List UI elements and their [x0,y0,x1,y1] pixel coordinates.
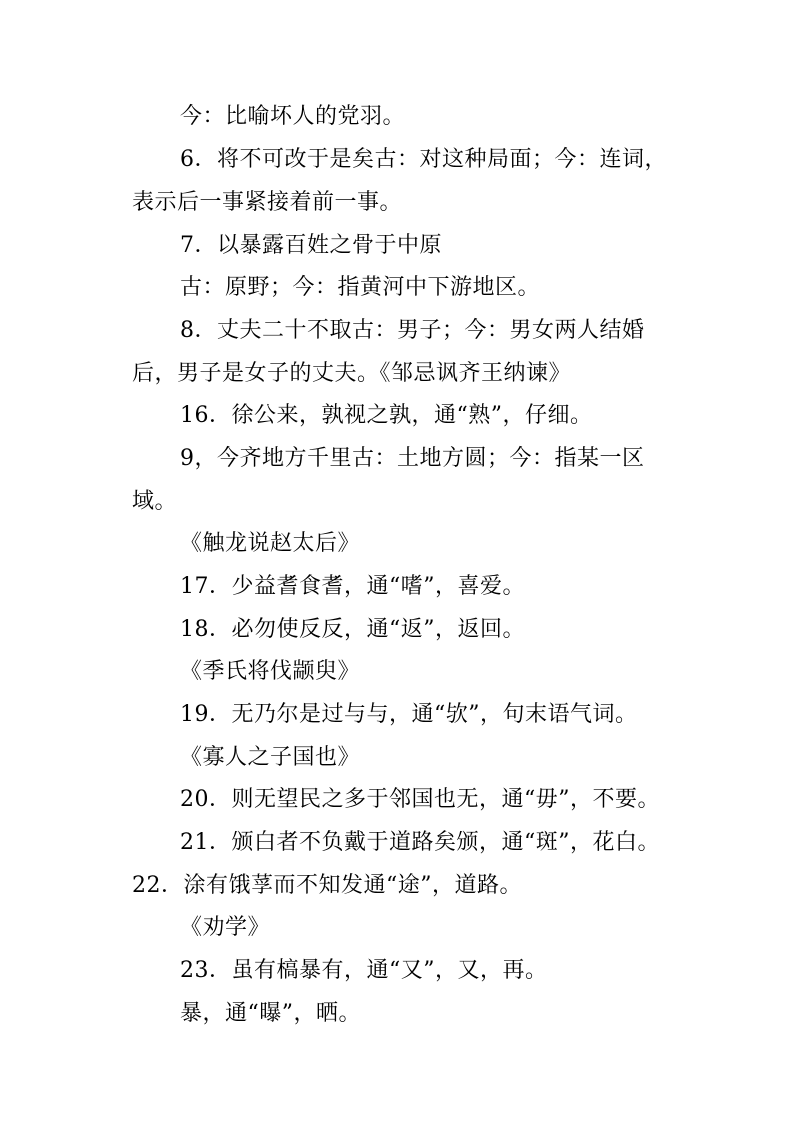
text-line-5: 古：原野；今：指黄河中下游地区。 [180,275,541,300]
text-line-22: 暴，通“曝”，晒。 [180,1001,361,1026]
text-line-11: 《触龙说赵太后》 [180,531,361,556]
text-line-2: 6．将不可改于是矣古：对这种局面；今：连词， [180,147,667,172]
text-line-9: 9，今齐地方千里古：土地方圆；今：指某一区 [180,446,645,471]
text-line-20: 《劝学》 [180,915,271,940]
text-line-8: 16．徐公来，孰视之孰，通“熟”，仔细。 [180,403,593,428]
text-line-1: 今：比喻坏人的党羽。 [180,104,406,129]
text-line-19: 22．涂有饿莩而不知发通“途”，道路。 [132,873,522,898]
text-line-15: 19．无乃尔是过与与，通“欤”，句末语气词。 [180,702,638,727]
text-line-21: 23．虽有槁暴有，通“又”，又，再。 [180,958,548,983]
text-line-16: 《寡人之子国也》 [180,745,361,770]
text-line-14: 《季氏将伐颛臾》 [180,659,361,684]
text-line-10: 域。 [132,489,178,514]
text-line-7: 后，男子是女子的丈夫。《邹忌讽齐王纳谏》 [132,361,572,386]
text-line-12: 17．少益耆食耆，通“嗜”，喜爱。 [180,574,525,599]
text-line-17: 20．则无望民之多于邻国也无，通“毋”，不要。 [180,787,660,812]
text-line-3: 表示后一事紧接着前一事。 [132,190,403,215]
text-line-6: 8．丈夫二十不取古：男子；今：男女两人结婚 [180,318,645,343]
text-line-18: 21．颁白者不负戴于道路矣颁，通“斑”，花白。 [180,830,660,855]
text-line-4: 7．以暴露百姓之骨于中原 [180,233,442,258]
text-line-13: 18．必勿使反反，通“返”，返回。 [180,617,525,642]
